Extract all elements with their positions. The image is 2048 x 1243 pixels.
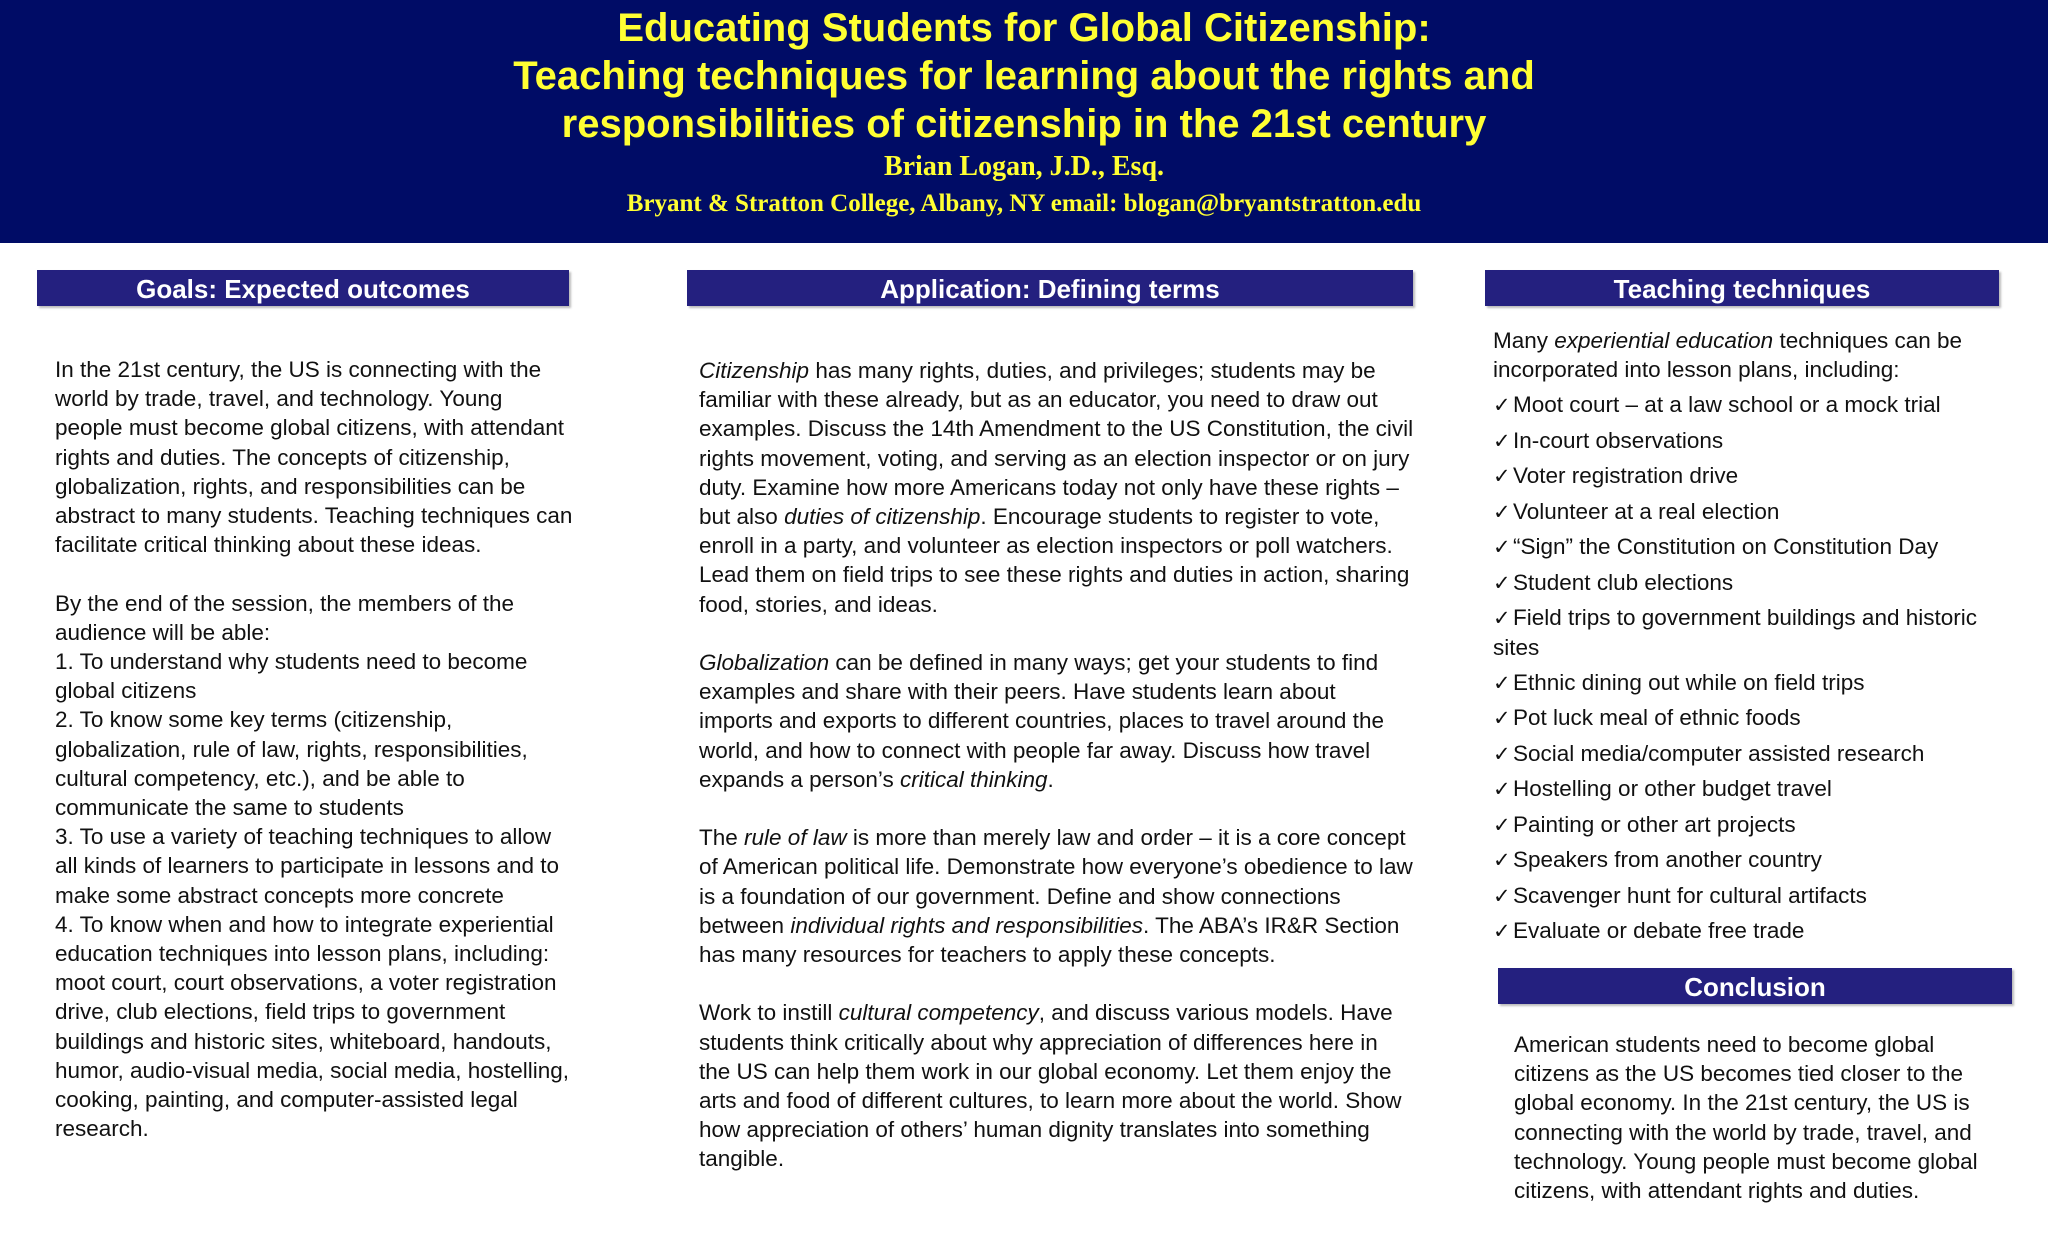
technique-item-label: Voter registration drive — [1513, 463, 1739, 489]
techniques-intro-pre: Many — [1493, 328, 1555, 353]
technique-item-label: Hostelling or other budget travel — [1513, 776, 1832, 802]
application-body — [699, 356, 1414, 1203]
technique-item-label: Student club elections — [1513, 569, 1734, 595]
checkmark-icon: ✓ — [1493, 429, 1511, 453]
technique-item — [1493, 774, 2023, 804]
technique-item-label: Ethnic dining out while on field trips — [1513, 669, 1865, 695]
globalization-paragraph — [699, 648, 1414, 794]
technique-item — [1493, 426, 2023, 456]
globalization-text-a: can be defined in many ways; get your students to find examples and share with their peers. Have students learn about imports and exports to different countries, places to travel around the world, and how to connect with people far away. Discuss how travel expands a person’s — [699, 650, 1384, 792]
technique-item — [1493, 390, 2023, 420]
checkmark-icon: ✓ — [1493, 571, 1511, 595]
technique-item — [1493, 810, 2023, 840]
rule-of-law-text-b: . The ABA’s IR&R Section has many resources for teachers to apply these concepts. — [699, 912, 1400, 968]
techniques-list — [1493, 390, 2023, 946]
technique-item-label: Painting or other art projects — [1513, 811, 1796, 837]
technique-item-label: Field trips to government buildings and historic sites — [1493, 605, 1977, 661]
rule-of-law-term: rule of law — [744, 825, 847, 851]
technique-item-label: Speakers from another country — [1513, 847, 1822, 873]
technique-item — [1493, 497, 2023, 527]
cultural-competency-term: cultural competency — [838, 1000, 1039, 1026]
checkmark-icon: ✓ — [1493, 813, 1511, 837]
technique-item — [1493, 703, 2023, 733]
experiential-education-term: experiential education — [1554, 328, 1774, 353]
techniques-intro — [1493, 326, 2023, 384]
technique-item-label: Scavenger hunt for cultural artifacts — [1513, 882, 1867, 908]
cultural-competency-pre: Work to instill — [699, 1000, 839, 1026]
application-heading: Application: Defining terms — [687, 270, 1413, 306]
citizenship-term: Citizenship — [699, 358, 810, 383]
goals-lead: By the end of the session, the members of the audience will be able: — [55, 590, 515, 645]
citizenship-paragraph — [699, 356, 1414, 619]
technique-item-label: Volunteer at a real election — [1513, 498, 1780, 524]
goals-intro: In the 21st century, the US is connecting with the world by trade, travel, and technology. Young people must become global citizens, with attendant rights and duties. The concepts of citizenship, globalization, rights, and responsibilities can be abstract to many students. Teaching techniques can facilitate critical thinking about these ideas. — [55, 357, 573, 558]
rule-of-law-text-a: is more than merely law and order – it is a core concept of American political life. Demonstrate how everyone’s obedience to law is a foundation of our government. Define and show connections between — [699, 825, 1413, 938]
technique-item-label: Social media/computer assisted research — [1513, 740, 1925, 766]
technique-item — [1493, 845, 2023, 875]
duties-term: duties of citizenship — [784, 504, 981, 530]
technique-item — [1493, 916, 2023, 946]
checkmark-icon: ✓ — [1493, 500, 1511, 524]
globalization-text-b: . — [1047, 766, 1054, 792]
checkmark-icon: ✓ — [1493, 465, 1511, 489]
poster-header — [0, 0, 2048, 243]
checkmark-icon: ✓ — [1493, 671, 1511, 695]
technique-item-label: Moot court – at a law school or a mock trial — [1513, 392, 1941, 418]
rule-of-law-paragraph — [699, 823, 1414, 969]
technique-item — [1493, 461, 2023, 491]
checkmark-icon: ✓ — [1493, 920, 1511, 944]
goals-heading: Goals: Expected outcomes — [37, 270, 569, 306]
author-name: Brian Logan, J.D., Esq. — [883, 151, 1165, 182]
goals-body — [55, 355, 575, 1143]
poster-title-line-1: Educating Students for Global Citizenship: — [617, 6, 1431, 50]
technique-item-label: In-court observations — [1513, 427, 1724, 453]
checkmark-icon: ✓ — [1493, 884, 1511, 908]
checkmark-icon: ✓ — [1493, 742, 1511, 766]
technique-item — [1493, 668, 2023, 698]
technique-item-label: Pot luck meal of ethnic foods — [1513, 705, 1801, 731]
poster-title-line-2: Teaching techniques for learning about the rights and — [513, 54, 1535, 98]
techniques-intro-post: techniques can be incorporated into lesson plans, including: — [1493, 328, 1963, 383]
technique-item — [1493, 568, 2023, 598]
goals-item-2: 2. To know some key terms (citizenship, globalization, rule of law, rights, responsibilities, cultural competency, etc.), and be able to communicate the same to students — [55, 707, 528, 821]
poster-title-line-3: responsibilities of citizenship in the 21st century — [561, 102, 1487, 146]
author-affiliation: Bryant & Stratton College, Albany, NY email: blogan@bryantstratton.edu — [626, 190, 1422, 217]
critical-thinking-term: critical thinking — [899, 766, 1048, 792]
globalization-term: Globalization — [699, 650, 830, 676]
technique-item — [1493, 881, 2023, 911]
technique-item — [1493, 739, 2023, 769]
goals-item-4: 4. To know when and how to integrate experiential education techniques into lesson plans, including: moot court, court observations, a voter registration drive, club elections, field trips to government buildings and historic sites, whiteboard, handouts, humor, audio-visual media, social media, hostelling, cooking, painting, and computer-assisted legal research. — [55, 911, 570, 1142]
conclusion-text: American students need to become global citizens as the US becomes tied closer to the global economy. In the 21st century, the US is connecting with the world by trade, travel, and technology. Young people must become global citizens, with attendant rights and duties. — [1514, 1032, 1978, 1204]
citizenship-text-b: . Encourage students to register to vote, enroll in a party, and volunteer as election inspectors or poll watchers. Lead them on field trips to see these rights and duties in action, sharing food, stories, and ideas. — [699, 504, 1410, 617]
conclusion-heading: Conclusion — [1498, 968, 2012, 1004]
technique-item — [1493, 603, 2023, 662]
cultural-competency-text: , and discuss various models. Have students think critically about why appreciation of differences here in the US can help them work in our global economy. Let them enjoy the arts and food of different cultures, to learn more about the world. Show how appreciation of others’ human dignity translates into something tangible. — [699, 1000, 1402, 1172]
rights-responsibilities-term: individual rights and responsibilities — [790, 912, 1144, 938]
techniques-body — [1493, 326, 2023, 952]
checkmark-icon: ✓ — [1493, 849, 1511, 873]
checkmark-icon: ✓ — [1493, 394, 1511, 418]
technique-item — [1493, 532, 2023, 562]
goals-item-1: 1. To understand why students need to become global citizens — [55, 649, 528, 704]
checkmark-icon: ✓ — [1493, 536, 1511, 560]
cultural-competency-paragraph — [699, 998, 1414, 1173]
goals-item-3: 3. To use a variety of teaching techniques to allow all kinds of learners to participate in lessons and to make some abstract concepts more concrete — [55, 824, 560, 908]
checkmark-icon: ✓ — [1493, 607, 1511, 631]
citizenship-text-a: has many rights, duties, and privileges; students may be familiar with these already, but as an educator, you need to draw out examples. Discuss the 14th Amendment to the US Constitution, the civil rights movement, voting, and serving as an election inspector or on jury duty. Examine how more Americans today not only have these rights – but also — [699, 358, 1414, 530]
checkmark-icon: ✓ — [1493, 707, 1511, 731]
technique-item-label: Evaluate or debate free trade — [1513, 918, 1805, 944]
checkmark-icon: ✓ — [1493, 778, 1511, 802]
techniques-heading: Teaching techniques — [1485, 270, 1999, 306]
rule-of-law-pre: The — [699, 825, 745, 851]
technique-item-label: “Sign” the Constitution on Constitution Day — [1513, 534, 1939, 560]
